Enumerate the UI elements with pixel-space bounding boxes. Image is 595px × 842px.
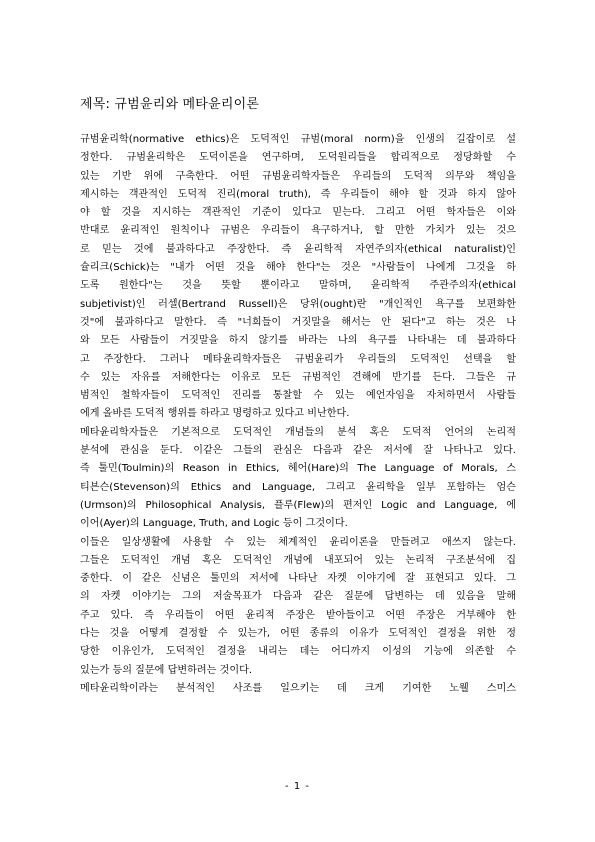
paragraph-line: 것"에 불과하다고 말한다. 즉 "너희들이 거짓말을 해서는 안 된다"고 하는 것은 나: [80, 316, 516, 328]
paragraph-line: 분석에 관심을 둔다. 이같은 그들의 관심은 다음과 같은 저서에 잘 나타나고 있다.: [80, 445, 516, 457]
paragraph-line: 즉 툴민(Toulmin)의 Reason in Ethics, 헤어(Hare)의 The Language of Morals, 스: [80, 463, 516, 475]
paragraph-line: 수 있는 자유를 저해한다는 이유로 모든 규범적인 견해에 반기를 든다. 그들은 규: [80, 371, 516, 383]
paragraph-line: 규범윤리학(normative ethics)은 도덕적인 규범(moral norm)을 인생의 길잡이로 설: [80, 134, 516, 145]
page-number: - 1 -: [285, 781, 310, 792]
paragraph-line: 반대로 윤리적인 원칙이나 규범은 우리들이 욕구하거나, 할 만한 가치가 있는 것으: [80, 225, 516, 237]
paragraph-line: 제시하는 객관적인 도덕적 진리(moral truth), 즉 우리들이 해야 할 것과 하지 않아: [80, 188, 516, 200]
paragraph-line: 와 모든 사람들이 거짓말을 하지 않기를 바라는 나의 욕구를 나타내는 데 불과하다: [80, 335, 516, 347]
paragraph-line: 메타윤리학자들은 기본적으로 도덕적인 개념들의 분석 혹은 도덕적 언어의 논리적: [80, 426, 516, 438]
paragraph-line: 고 주장한다. 그러나 메타윤리학자들은 규범윤리가 우리들의 도덕적인 선택을 할: [80, 353, 516, 365]
paragraph-line: (Urmson)의 Philosophical Analysis, 플루(Flew)의 편저인 Logic and Language, 에: [80, 499, 516, 511]
paragraph-line: 야 할 것을 지시하는 객관적인 기준이 있다고 믿는다. 그리고 어떤 학자들은 이와: [80, 207, 516, 219]
paragraph-line: 주고 있다. 즉 우리들이 어떤 윤리적 주장은 받아들이고 어떤 주장은 거부해야 한: [80, 609, 516, 621]
paragraph-line: 당한 이유인가, 도덕적인 결정을 내리는 데는 어디까지 이성의 기능에 의존할 수: [80, 646, 516, 658]
paragraph-line: 에게 올바른 도덕적 행위를 하라고 명령하고 있다고 비난한다.: [80, 408, 350, 420]
paragraph-line: subjetivist)인 러셀(Bertrand Russell)은 당위(ought)란 "개인적인 욕구를 보편화한: [80, 298, 516, 310]
paragraph-line: 그들은 도덕적인 개념 혹은 도덕적인 개념에 내포되어 있는 논리적 구조분석에 집: [80, 554, 516, 566]
paragraph-line: 메타윤리학이라는 분석적인 사조를 일으키는 데 크게 기여한 노웰 스미스: [80, 682, 516, 694]
paragraph-line: 의 자켓 이야기는 그의 저술목표가 다음과 같은 질문에 답변하는 데 있음을 말해: [80, 591, 516, 603]
paragraph-line: 다는 것을 어떻게 결정할 수 있는가, 어떤 종류의 이유가 도덕적인 결정을 위한 정: [80, 628, 516, 640]
paragraph-line: 티븐슨(Stevenson)의 Ethics and Language, 그리고 윤리학을 일부 포함하는 엄슨: [80, 481, 516, 493]
paragraph-line: 슐리크(Schick)는 "내가 어떤 것을 해야 한다"는 것은 "사람들이 나에게 그것을 하: [80, 262, 516, 274]
document-title: 제목: 규범윤리와 메타윤리이론: [80, 97, 260, 112]
paragraph-line: 범적인 철학자들이 도덕적인 진리를 통찰할 수 있는 예언자임을 자처하면서 사람들: [80, 390, 516, 402]
paragraph-line: 있는가 등의 질문에 답변하려는 것이다.: [80, 664, 253, 676]
paragraph-line: 이들은 일상생활에 사용할 수 있는 체계적인 윤리이론을 만들려고 애쓰지 않는다.: [80, 536, 516, 548]
paragraph-line: 중한다. 이 같은 신념은 툴민의 저서에 나타난 자켓 이야기에 잘 표현되고 있다. 그: [80, 573, 516, 585]
paragraph-line: 있는 기반 위에 구축한다. 어떤 규범윤리학자들은 우리들의 도덕적 의무와 책임을: [80, 170, 516, 182]
paragraph-line: 도록 원한다"는 것을 뜻할 뿐이라고 말하며, 윤리학적 주관주의자(ethical: [80, 280, 516, 292]
paragraph-line: 정한다. 규범윤리학은 도덕이론을 연구하며, 도덕원리들을 합리적으로 정당화할 수: [80, 152, 516, 164]
paragraph-line: 로 믿는 것에 불과하다고 주장한다. 즉 윤리학적 자연주의자(ethical naturalist)인: [80, 243, 516, 255]
document-body: [80, 131, 516, 698]
paragraph-line: 이어(Ayer)의 Language, Truth, and Logic 등이 그것이다.: [80, 518, 348, 530]
